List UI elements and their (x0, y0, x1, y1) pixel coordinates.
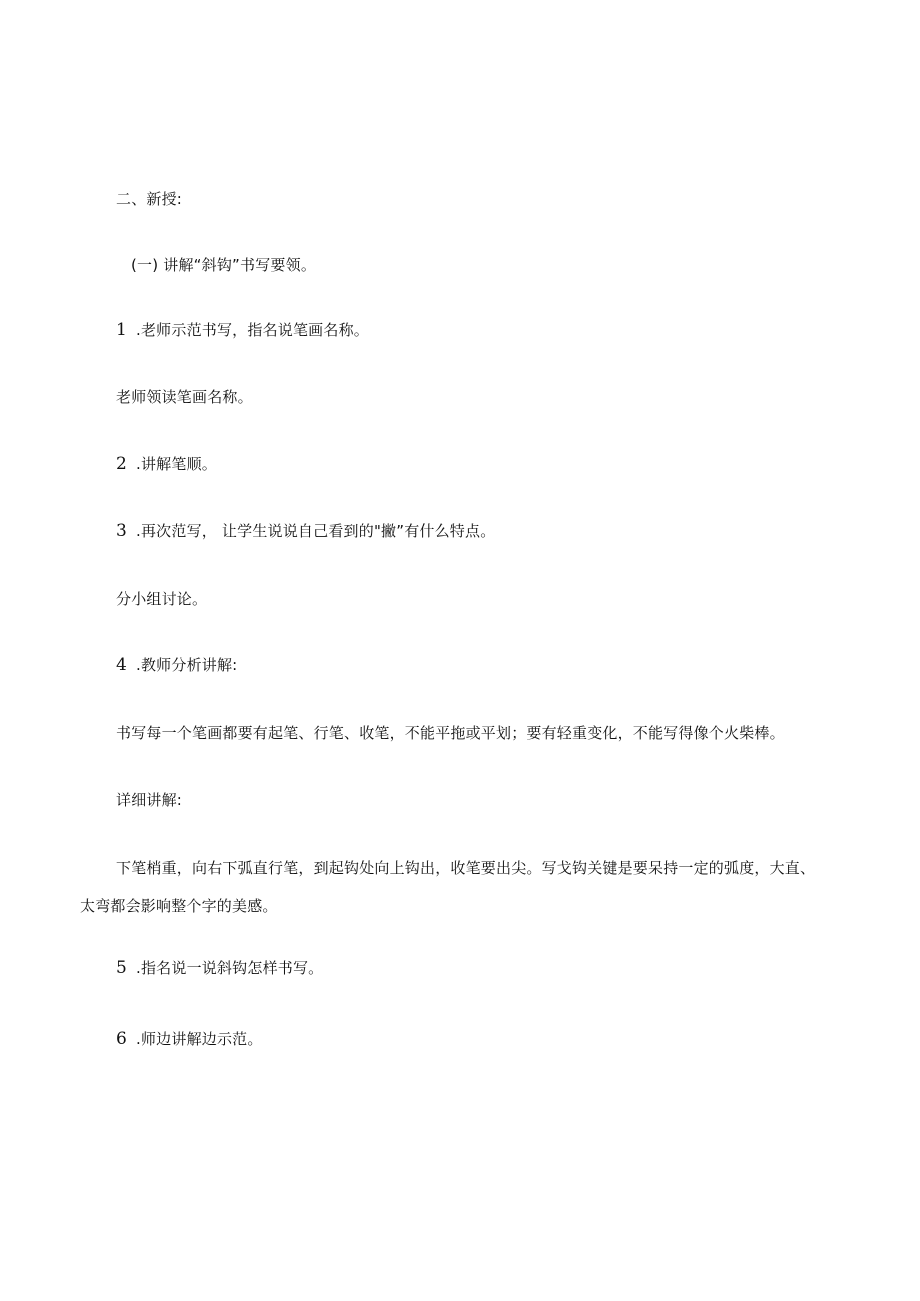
step-number: 1 (116, 320, 128, 340)
step-2 (116, 453, 217, 475)
subsection-heading: (一) 讲解“斜钩”书写要领。 (131, 256, 317, 274)
step-text: .再次范写， 让学生说说自己看到的"撇”有什么特点。 (136, 522, 496, 540)
group-discussion-line: 分小组讨论。 (116, 590, 208, 608)
step-1 (116, 319, 369, 341)
step-5 (116, 957, 323, 979)
step-text: .指名说一说斜钩怎样书写。 (136, 959, 324, 977)
step-text: .老师示范书写，指名说笔画名称。 (136, 321, 369, 339)
step-number: 4 (116, 655, 128, 675)
writing-rule-line: 书写每一个笔画都要有起笔、行笔、收笔，不能平拖或平划；要有轻重变化，不能写得像个火柴棒。 (116, 724, 785, 742)
step-number: 2 (116, 454, 128, 474)
step-number: 5 (116, 958, 128, 978)
step-text: .讲解笔顺。 (136, 455, 217, 473)
step-number: 3 (116, 521, 128, 541)
section-heading: 二、新授: (116, 190, 183, 208)
step-4 (116, 654, 237, 676)
step-text: .师边讲解边示范。 (136, 1030, 263, 1048)
detail-paragraph: 下笔梢重，向右下弧直行笔，到起钩处向上钩出，收笔要出尖。写戈钩关键是要呆持一定的弧度，大直、太弯都会影响整个字的美感。 (80, 859, 816, 915)
step-text: .教师分析讲解: (136, 656, 238, 674)
step-6 (116, 1028, 263, 1050)
step-number: 6 (116, 1029, 128, 1049)
teacher-leads-line: 老师领读笔画名称。 (116, 388, 253, 406)
step-3 (116, 520, 495, 542)
detail-heading: 详细讲解: (116, 791, 183, 809)
